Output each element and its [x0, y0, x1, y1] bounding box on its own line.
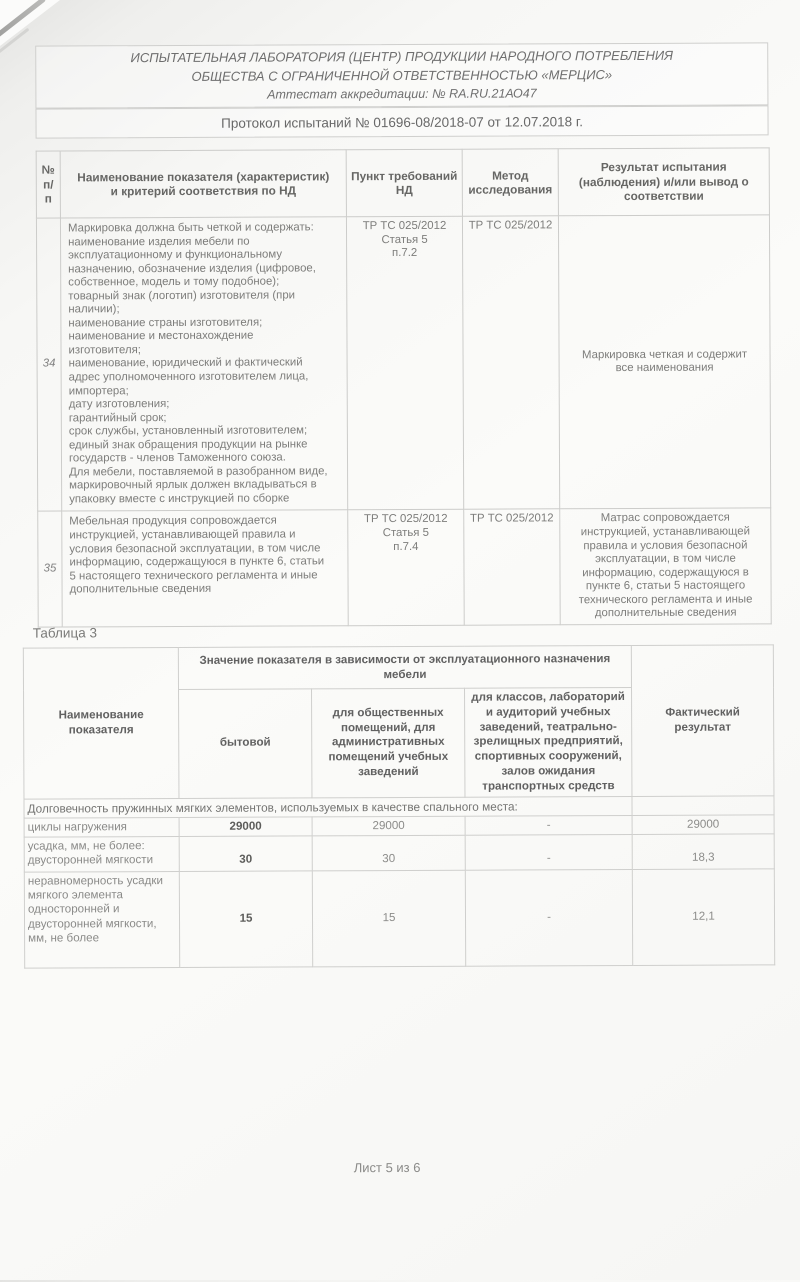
- protocol-header-box: [35, 105, 768, 138]
- table3: [23, 644, 775, 968]
- header-result: Результат испытания (наблюдения) и/или вывод о соответствии: [558, 148, 769, 216]
- header-requirement: Пункт требований НД: [346, 149, 462, 217]
- row34-requirement: ТР ТС 025/2012 Статья 5 п.7.2: [346, 216, 463, 510]
- row-cycles-val-fact: 29000: [632, 815, 774, 835]
- table3-col-name-header: Наименование показателя: [23, 647, 179, 798]
- row35-method: ТР ТС 025/2012: [464, 509, 561, 625]
- table-row-35: [38, 508, 771, 627]
- results-table: [36, 147, 772, 627]
- row-unevenness-val-domestic: 15: [179, 871, 312, 968]
- table-row-34: [36, 215, 770, 512]
- protocol-title: Протокол испытаний № 01696-08/2018-07 от 12.07.2018 г.: [221, 113, 583, 131]
- header-num: № п/п: [36, 151, 60, 218]
- results-table-header-row: [36, 148, 769, 218]
- row-shrinkage-val-classrooms: -: [465, 835, 632, 870]
- row-shrinkage-val-domestic: 30: [179, 836, 312, 871]
- row-shrinkage-label: усадка, мм, не более: двусторонней мягкости: [24, 837, 179, 872]
- row-cycles-val-public: 29000: [312, 816, 465, 836]
- row35-name: Мебельная продукция сопровождается инструкцией, устанавливающей правила и условия безопасной эксплуатации, в том числе информацию, содержащуюся в пункте 6, статьи 5 настоящего технического регламента и иные дополнительные сведения: [62, 510, 349, 627]
- table3-section-header: Долговечность пружинных мягких элементов, используемых в качестве спального места:: [24, 796, 632, 818]
- accreditation-line: Аттестат аккредитации: № RA.RU.21АО47: [267, 86, 537, 102]
- table3-section-empty-cell: [632, 795, 774, 815]
- row-cycles-val-classrooms: -: [465, 815, 632, 835]
- table3-caption: Таблица 3: [32, 625, 97, 641]
- row-shrinkage-val-fact: 18,3: [632, 834, 774, 869]
- header-name: Наименование показателя (характеристик) и критерий соответствия по НД: [60, 150, 346, 218]
- row-unevenness-label: неравномерность усадки мягкого элемента односторонней и двусторонней мягкости, мм, не более: [24, 871, 179, 968]
- row34-num: 34: [36, 218, 61, 512]
- row34-result: Маркировка четкая и содержит все наименования: [558, 215, 770, 509]
- table3-subheader-public: для общественных помещений, для административных помещений учебных заведений: [312, 688, 465, 797]
- table3-subheader-domestic: бытовой: [179, 689, 312, 798]
- row-unevenness-val-classrooms: -: [465, 869, 632, 966]
- lab-name-line2: ОБЩЕСТВА С ОГРАНИЧЕННОЙ ОТВЕТСТВЕННОСТЬЮ «МЕРЦИС»: [191, 66, 613, 84]
- row34-name: Маркировка должна быть четкой и содержать: наименование изделия мебели по эксплуатационному и функциональному назначению, обозначение изделия (цифровое, собственное, модель и тому подобное); товарный знак (логотип) изготовителя (при наличии); наименование страны изготовителя; наименование и местонахождение изготовителя; наименование, юридический и фактический адрес уполномоченного изготовителем лица, импортера; дату изготовления; гарантийный срок; срок службы, установленный изготовителем; единый знак обращения продукции на рынке государств - членов Таможенного союза. Для мебели, поставляемой в разобранном виде, маркировочный ярлык должен вкладываться в упаковку вместе с инструкцией по сборке: [60, 217, 347, 512]
- row35-result: Матрас сопровождается инструкцией, устанавливающей правила и условия безопасной эксплуатации, в том числе информацию, содержащуюся в пункте 6, статьи 5 настоящего технического регламента и иные дополнительные сведения: [560, 508, 772, 624]
- table3-subheader-classrooms: для классов, лабораторий и аудиторий учебных заведений, театрально- зрелищных предприятий, спортивных сооружений, залов ожидания транспортных средств: [465, 687, 633, 796]
- table3-header-row1: [23, 645, 773, 690]
- row34-method: ТР ТС 025/2012: [462, 216, 559, 510]
- header-method: Метод исследования: [462, 149, 558, 216]
- lab-name-line1: ИСПЫТАТЕЛЬНАЯ ЛАБОРАТОРИЯ (ЦЕНТР) ПРОДУКЦИИ НАРОДНОГО ПОТРЕБЛЕНИЯ: [130, 47, 674, 66]
- row-cycles-label: циклы нагружения: [24, 817, 179, 837]
- page-footer: Лист 5 из 6: [353, 1159, 421, 1176]
- lab-header-box: [35, 42, 768, 108]
- row-unevenness-val-fact: 12,1: [632, 869, 774, 966]
- table-row: [24, 834, 774, 872]
- row-unevenness-val-public: 15: [312, 870, 465, 967]
- row35-requirement: ТР ТС 025/2012 Статья 5 п.7.4: [348, 510, 465, 626]
- row35-num: 35: [38, 511, 63, 626]
- table-row: [24, 869, 774, 968]
- table3-col-fact-header: Фактический результат: [631, 645, 774, 796]
- row-shrinkage-val-public: 30: [312, 835, 465, 870]
- row-cycles-val-domestic: 29000: [179, 817, 312, 837]
- table3-span-header: Значение показателя в зависимости от эксплуатационного назначения мебели: [178, 645, 631, 689]
